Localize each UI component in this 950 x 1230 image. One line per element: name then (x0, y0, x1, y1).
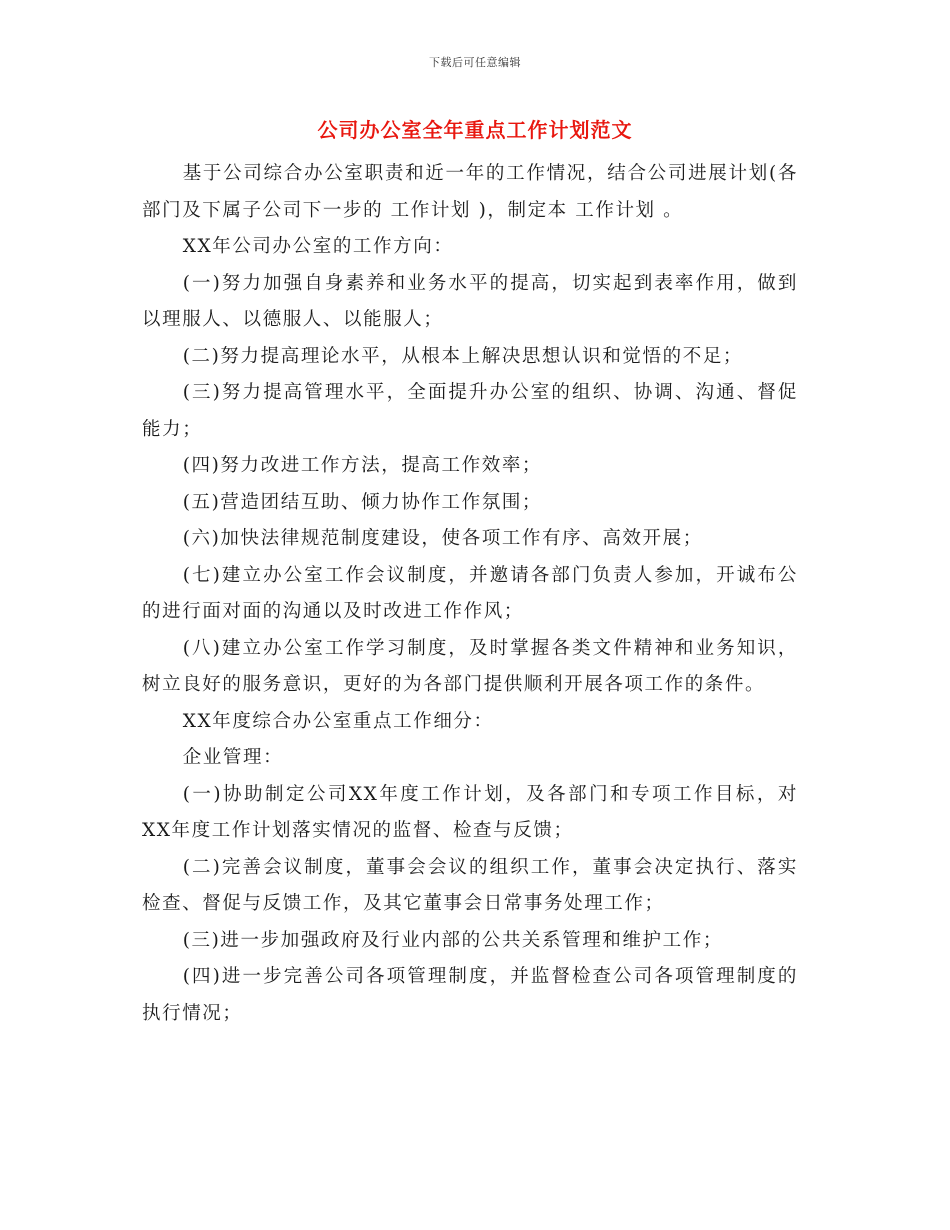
paragraph-item: (二)完善会议制度，董事会会议的组织工作，董事会决定执行、落实检查、督促与反馈工作，及其它董事会日常事务处理工作； (142, 856, 798, 914)
paragraph-item: (三)努力提高管理水平，全面提升办公室的组织、协调、沟通、督促能力； (142, 382, 798, 440)
page-header-note: 下载后可任意编辑 (429, 56, 521, 69)
paragraph-item: (一)努力加强自身素养和业务水平的提高，切实起到表率作用，做到以理服人、以德服人、以能服人； (142, 272, 798, 330)
paragraph-item: (六)加快法律规范制度建设，使各项工作有序、高效开展； (182, 528, 703, 549)
paragraph-item: (七)建立办公室工作会议制度，并邀请各部门负责人参加，开诚布公的进行面对面的沟通以及时改进工作作风； (142, 564, 798, 622)
paragraph-section-heading: 企业管理： (182, 747, 284, 768)
paragraph-item: (五)营造团结互助、倾力协作工作氛围； (182, 491, 543, 513)
paragraph-item: (二)努力提高理论水平，从根本上解决思想认识和觉悟的不足； (182, 345, 744, 367)
paragraph-item: (八)建立办公室工作学习制度，及时掌握各类文件精神和业务知识，树立良好的服务意识，更好的为各部门提供顺利开展各项工作的条件。 (142, 637, 798, 695)
paragraph-item: (一)协助制定公司XX年度工作计划，及各部门和专项工作目标，对XX年度工作计划落实情况的监督、检查与反馈； (142, 783, 798, 841)
document-body (142, 156, 798, 1032)
paragraph-item: (三)进一步加强政府及行业内部的公共关系管理和维护工作； (182, 929, 723, 951)
paragraph-item: (四)进一步完善公司各项管理制度，并监督检查公司各项管理制度的执行情况； (142, 966, 798, 1024)
paragraph-intro: 基于公司综合办公室职责和近一年的工作情况，结合公司进展计划(各部门及下属子公司下一步的 工作计划 )，制定本 工作计划 。 (142, 163, 798, 221)
paragraph-breakdown-heading: XX年度综合办公室重点工作细分： (182, 710, 494, 732)
paragraph-direction-heading: XX年公司办公室的工作方向： (182, 236, 454, 257)
document-title: 公司办公室全年重点工作计划范文 (317, 118, 633, 142)
paragraph-item: (四)努力改进工作方法，提高工作效率； (182, 455, 543, 476)
